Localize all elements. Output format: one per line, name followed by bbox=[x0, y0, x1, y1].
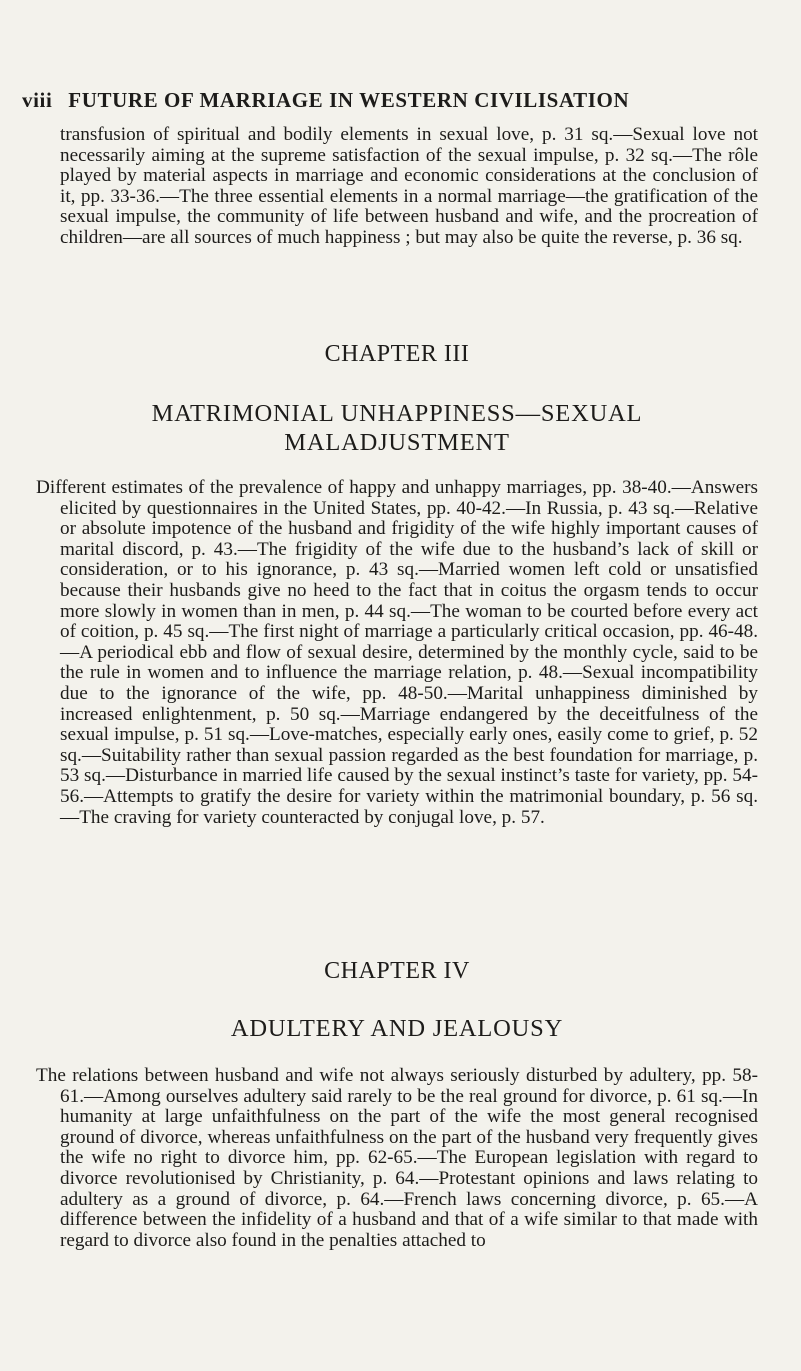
contents-paragraph: transfusion of spiritual and bodily elements in sexual love, p. 31 sq.—Sexual love not necessarily aiming at the supreme satisfaction of the sexual impulse, p. 32 sq.—The rôle played by material aspects in marriage and economic considerations at the conclusion of it, pp. 33-36.—The three essential elements in a normal marriage—the gratification of the sexual impulse, the community of life between husband and wife, and the procreation of children—are all sources of much happiness ; but may also be quite the reverse, p. 36 sq. bbox=[60, 124, 758, 248]
chapter-title: ADULTERY AND JEALOUSY bbox=[230, 1015, 564, 1042]
book-title: FUTURE OF MARRIAGE IN WESTERN CIVILISATION bbox=[68, 88, 630, 112]
chapter-title: MATRIMONIAL UNHAPPINESS—SEXUAL MALADJUSTMENT bbox=[151, 400, 643, 456]
running-head bbox=[22, 88, 782, 113]
page-number: viii bbox=[22, 88, 53, 112]
chapter-3-section bbox=[36, 341, 758, 828]
chapter-heading: CHAPTER IV bbox=[324, 958, 470, 984]
chapter-heading: CHAPTER III bbox=[324, 341, 470, 367]
chapter-4-section bbox=[36, 958, 758, 1251]
contents-continuation bbox=[60, 125, 758, 249]
chapter-summary: Different estimates of the prevalence of happy and unhappy marriages, pp. 38-40.—Answers elicited by questionnaires in the United States, pp. 40-42.—In Russia, p. 43 sq.—Relative or absolute impotence of the husband and frigidity of the wife highly important causes of marital discord, p. 43.—The frigidity of the wife due to the husband’s lack of skill or consideration, or to his ignorance, p. 43 sq.—Married women left cold or unsatisfied because their husbands give no heed to the fact that in coitus the orgasm tends to occur more slowly in women than in men, p. 44 sq.—The woman to be courted before every act of coition, p. 45 sq.—The first night of marriage a particularly critical occasion, pp. 46-48.—A periodical ebb and flow of sexual desire, determined by the monthly cycle, said to be the rule in women and to influence the marriage relation, p. 48.—Sexual incompatibility due to the ignorance of the wife, pp. 48-50.—Marital unhappiness diminished by increased enlightenment, p. 50 sq.—Marriage endangered by the deceitfulness of the sexual impulse, p. 51 sq.—Love-matches, especially early ones, easily come to grief, p. 52 sq.—Suitability rather than sexual passion regarded as the best foundation for marriage, p. 53 sq.—Disturbance in married life caused by the sexual instinct’s taste for variety, pp. 54-56.—Attempts to gratify the desire for variety within the matrimonial boundary, p. 56 sq.—The craving for variety counteracted by conjugal love, p. 57. bbox=[36, 477, 758, 828]
chapter-summary: The relations between husband and wife not always seriously disturbed by adultery, pp. 58-61.—Among ourselves adultery said rarely to be the real ground for divorce, p. 61 sq.—In humanity at large unfaithfulness on the part of the wife the most general recognised ground of divorce, whereas unfaithfulness on the part of the husband very frequently gives the wife no right to divorce him, pp. 62-65.—The European legislation with regard to divorce revolutionised by Christianity, p. 64.—Protestant opinions and laws relating to adultery as a ground of divorce, p. 64.—French laws concerning divorce, p. 65.—A difference between the infidelity of a husband and that of a wife similar to that made with regard to divorce also found in the penalties attached to bbox=[36, 1065, 758, 1251]
